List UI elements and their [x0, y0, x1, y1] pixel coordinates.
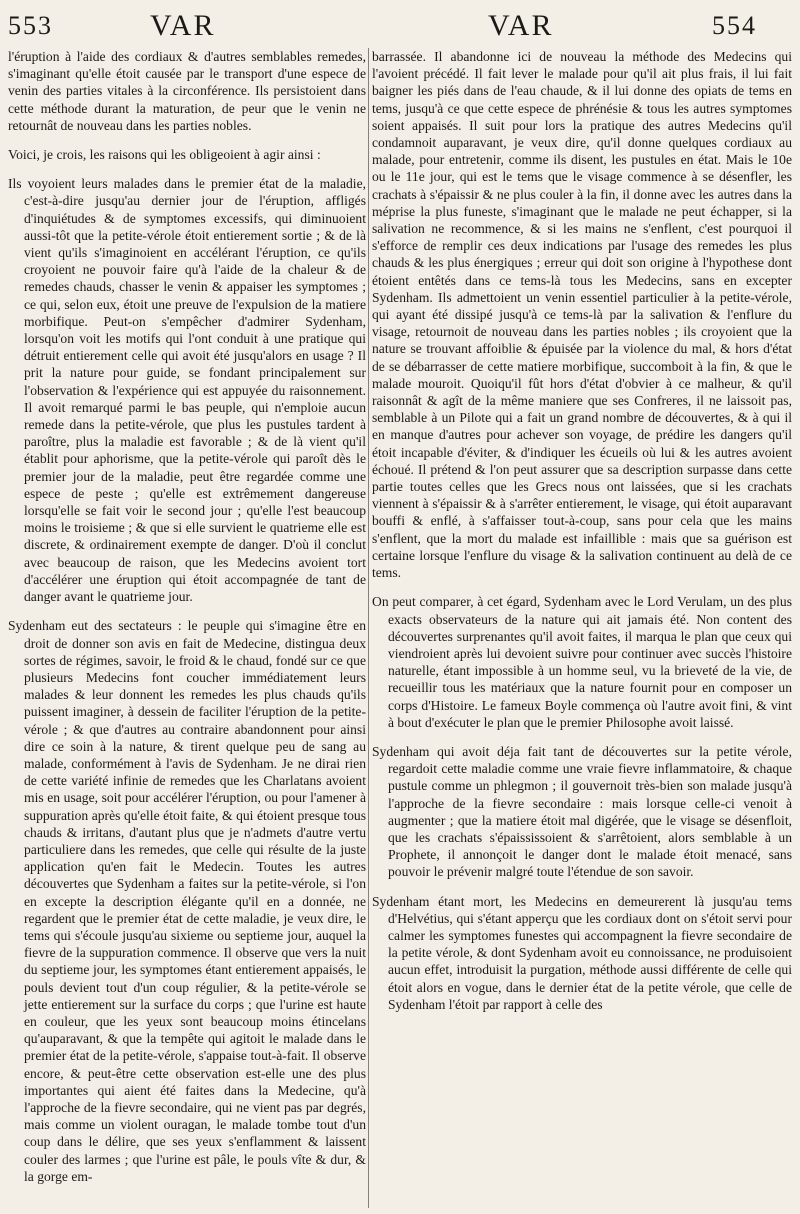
left-running-head: VAR	[150, 9, 216, 42]
paragraph: Voici, je crois, les raisons qui les obligeoient à agir ainsi :	[8, 147, 321, 163]
paragraph: On peut comparer, à cet égard, Sydenham avec le Lord Verulam, un des plus exacts observateurs de la nature qui ait jamais été. Non content des découvertes surprenantes qu'il avoit faites, il marqua le plan que ceux qui viendroient après lui devoient suivre pour continuer avec succès l'histoire naturelle, étant impossible à un homme seul, vu la brieveté de la vie, de recueillir tous les matériaux que la nature fournit pour en composer un corps d'Histoire. Le fameux Boyle commença où l'autre avoit fini, & vint à bout d'exécuter le plan que le premier Philosophe avoit laissé.	[372, 594, 792, 730]
paragraph: Sydenham étant mort, les Medecins en demeurerent là jusqu'au tems d'Helvétius, qui s'étant apperçu que les cordiaux dont on s'étoit servi pour calmer les symptomes funestes qui accompagnent la fievre secondaire de la petite vérole, & dont Sydenham avoit eu connoissance, ne produisoient aucun effet, introduisit la purgation, méthode aussi différente de celle qui étoit alors en vogue, dans le dernier état de la petite vérole, que celle de Sydenham l'étoit par rapport à celle des	[372, 893, 792, 1012]
paragraph: l'éruption à l'aide des cordiaux & d'autres semblables remedes, s'imaginant qu'elle étoit causée par le transport d'une espece de venin des parties vitales à la circonférence. Ils persistoient dans cette méthode durant la maturation, de peur que le venin ne retournât de nouveau dans les parties nobles.	[8, 49, 366, 133]
column-divider	[368, 48, 369, 1208]
left-page-number: 553	[8, 11, 53, 40]
paragraph: barrassée. Il abandonne ici de nouveau la méthode des Medecins qui l'avoient précédé. Il fait lever le malade pour qu'il ait plus frais, il lui fait baigner les piés dans de l'eau chaude, & il lui donne des opiats de tems en tems, jusqu'à ce que cette espece de phrénésie & tous les autres symptomes soient appaisés. Il suit pour lors la pratique des autres Medecins qu'il condamnoit auparavant, je veux dire, qu'il donne quelques cordiaux au malade, pour entretenir, comme ils disent, les pustules en état. Mais le 10e ou le 11e jour, qui est le tems que le visage commence à se désenfler, les crachats à s'épaissir & ne plus couler à la fin, il donne avec les autres dans la méprise la plus funeste, s'imaginant que le malade ne peut échapper, si la salivation ne recommence, & si les mains ne s'enflent, c'est pourquoi il s'efforce de remplir ces deux indications par l'usage des remedes les plus chauds & les plus énergiques ; erreur qui doit son origine à l'hypothese dont étoient entêtés dans ce tems-là tous les Medecins, sans en excepter Sydenham. Ils admettoient un venin essentiel particulier à la petite-vérole, qui ayant été dissipé jusqu'à ce tems-là par la salivation & l'enflure du visage, retournoit de nouveau dans les parties nobles ; ils croyoient que la nature se trouvant affoiblie & épuisée par la violence du mal, & hors d'état de se débarrasser de cette matiere morbifique, succomboit à la fin, & que le malade mouroit. Quoiqu'il fût hors d'état d'obvier à ce malheur, & qu'il raisonnât & agît de la même maniere que ses Confreres, il ne laissoit pas, semblable à un Pilote qui a fait un grand nombre de découvertes, & à qui il en manque d'autres pour achever son voyage, de prédire les dangers qu'il étoit incapable d'éviter, & d'indiquer les écueils où lui & les autres avoient échoué. Il prétend & l'on peut assurer que sa description surpasse dans cette partie toutes celles que les Grecs nous ont laissées, que si les crachats viennent à s'épaissir & à s'arrêter entierement, le visage, qui étoit auparavant bouffi & enflé, à s'affaisser tout-à-coup, sans pour cela que les mains s'enflent, que la mort du malade est infaillible : mais que sa guérison est certaine lorsque l'enflure du visage & la salivation continuent au delà de ce tems.	[372, 49, 792, 581]
paragraph: Sydenham qui avoit déja fait tant de découvertes sur la petite vérole, regardoit cette maladie comme une vraie fievre inflammatoire, & chaque pustule comme un phlegmon ; il gouvernoit très-bien son malade jusqu'à l'approche de la fievre secondaire : mais lorsque celle-ci venoit à augmenter ; que la matiere étoit mal digérée, que le visage se désenfloit, que les crachats s'épaississoient & s'arrêtoient, alors semblable à un Prophete, il annonçoit le danger dont le malade étoit menacé, sans pouvoir le prévenir malgré toute l'étendue de son savoir.	[372, 743, 792, 880]
right-page-number: 554	[712, 11, 757, 40]
right-running-head: VAR	[488, 9, 554, 42]
left-column	[8, 48, 366, 1208]
paragraph: Ils voyoient leurs malades dans le premier état de la maladie, c'est-à-dire jusqu'au dernier jour de l'éruption, affligés d'inquiétudes & de symptomes excessifs, qui diminuoient aussi-tôt que la petite-vérole étoit entierement sortie ; & de là vient qu'ils s'imaginoient en accélérant l'éruption, ce qu'ils croyoient ne pouvoir faire qu'à l'aide de la chaleur & de remedes chauds, chasser le venin & appaiser les symptomes ; ce qui, selon eux, étoit une preuve de l'expulsion de la matiere morbifique. Peut-on s'empêcher d'admirer Sydenham, lorsqu'on voit les motifs qui l'ont conduit à une pratique qui détruit entierement celle qui avoit été jusqu'alors en usage ? Il prit la nature pour guide, se fondant principalement sur l'observation & l'expérience qui est appuyée du raisonnement. Il avoit remarqué parmi le bas peuple, qui n'emploie aucun remede dans la petite-vérole, que plus les pustules tardent à paroître, plus la maladie est favorable ; & de là vient qu'il établit pour aphorisme, que la petite-vérole qui paroît dès le premier jour de la maladie, peut être regardée comme une espece de peste ; qu'elle est extrêmement dangereuse lorsqu'elle se fait voir le second jour ; qu'elle l'est beaucoup moins le troisieme ; & que si elle survient le quatrieme elle est discrete, & ordinairement exempte de danger. D'où il conclut avec beaucoup de raison, que les Medecins avoient tort d'accélérer une éruption qui étoit accompagnée de tant de danger avant le quatrieme jour.	[8, 176, 366, 605]
right-column	[372, 48, 792, 1208]
paragraph: Sydenham eut des sectateurs : le peuple qui s'imagine être en droit de donner son avis en fait de Medecine, distingua deux sortes de régimes, savoir, le froid & le chaud, fondé sur ce que plusieurs Medecins font coucher immédiatement leurs malades & leur donnent les remedes les plus chauds qu'ils puissent imaginer, à dessein de faciliter l'éruption de la petite-vérole ; & que d'autres au contraire abandonnent pour ainsi dire ce soin à la nature, & tirent quelque peu de sang au malade, conformément à l'avis de Sydenham. Je ne dirai rien de cette variété infinie de remedes que les Charlatans avoient mis en usage, soit pour accélérer l'éruption, ou pour l'amener à suppuration après qu'elle étoit faite, & qui étoient presque tous chauds & irritans, d'autant plus que je n'admets d'autre vertu particuliere dans les remedes, que celle qui résulte de la juste application qu'en fait le Medecin. Toutes les autres découvertes que Sydenham a faites sur la petite-vérole, si l'on en excepte la description élégante qu'il en a donnée, ne regardent que le premier état de cette maladie, je veux dire, le tems qui s'écoule jusqu'au sixieme ou septieme jour, auquel la fievre de la suppuration commence. Il observe que vers la nuit du septieme jour, les symptomes étant entierement appaisés, le pouls devient tout d'un coup régulier, & la petite-vérole se jette entierement sur la surface du corps ; que l'urine est haute en couleur, que les yeux sont beaucoup moins étincelans qu'auparavant, & que la tempête qui agitoit le malade dans le premier état de la petite-vérole, s'appaise tout-à-fait. Il observe encore, & peut-être cette observation est-elle une des plus importantes qui aient été faites dans la Medecine, qu'à l'approche de la fievre secondaire, qui ne vient pas par degrés, mais comme un violent ouragan, le malade tombe tout d'un coup dans le délire, que ses yeux s'enflamment & laissent couler des larmes ; que l'urine est pâle, le pouls vîte & dur, & la gorge em-	[8, 618, 366, 1184]
